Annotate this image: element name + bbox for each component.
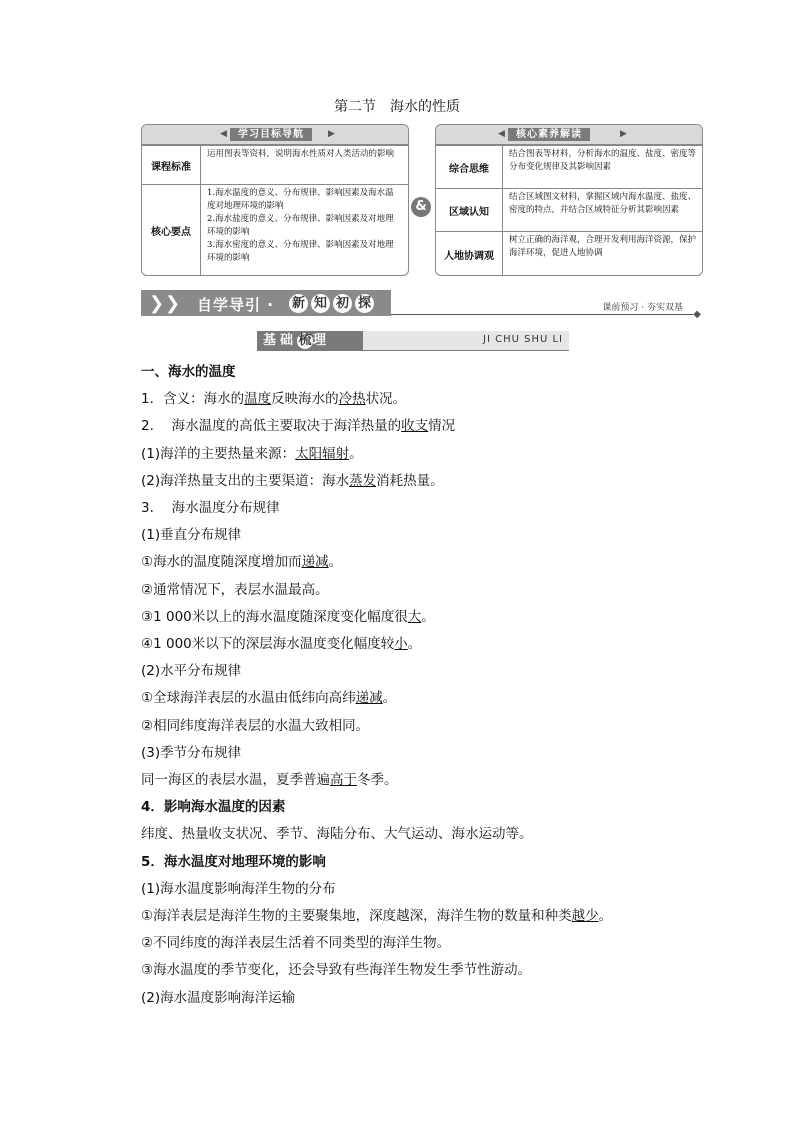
arrow-left-icon: ◀: [220, 129, 227, 139]
page-title: [0, 96, 794, 116]
answer-blank: 温度: [244, 391, 272, 408]
ampersand-icon: &: [411, 197, 431, 217]
text-segment: (1)海水温度影响海洋生物的分布: [141, 880, 336, 897]
core-literacy-title: 核心素养解读: [508, 128, 590, 141]
answer-blank: 收支: [401, 418, 429, 435]
text-segment: 1．含义：海水的: [141, 391, 245, 408]
text-segment: 一、海水的温度: [141, 364, 236, 380]
text-segment: ③海水温度的季节变化，还会导致有些海洋生物发生季节性游动。: [141, 962, 532, 979]
banner-char: 探: [355, 294, 374, 313]
text-segment: (2)海水温度影响海洋运输: [141, 989, 296, 1006]
arrow-left-icon: ◀: [498, 129, 505, 139]
row-value: 运用图表等资料，说明海水性质对人类活动的影响: [207, 149, 395, 159]
arrow-right-icon: ▶: [620, 129, 627, 139]
text-segment: 3. 海水温度分布规律: [141, 500, 280, 516]
answer-blank: 小: [394, 636, 408, 652]
answer-blank: 递减: [301, 554, 329, 571]
text-segment: ①海洋表层是海洋生物的主要聚集地，深度越深，海洋生物的数量和种类: [141, 908, 572, 924]
learning-goals-header: [142, 125, 408, 145]
text-line: [141, 550, 342, 570]
answer-blank: 高于: [330, 772, 357, 788]
banner-title: 自学导引 ·: [197, 296, 274, 314]
learning-goals-title: 学习目标导航: [230, 128, 312, 141]
row-value: 结合图表等材料，分析海水的温度、盐度、密度等分布变化规律及其影响因素: [509, 149, 697, 172]
text-line: [141, 822, 533, 842]
answer-blank: 递减: [355, 690, 383, 707]
text-segment: 。: [421, 608, 435, 625]
text-segment: (1)海洋的主要热量来源：: [141, 445, 296, 462]
answer-blank: 大: [407, 608, 422, 625]
chevron-right-icon: ❯: [165, 293, 181, 314]
text-segment: ④1 000米以下的深层海水温度变化幅度较: [141, 636, 395, 652]
text-line: [141, 605, 435, 625]
text-segment: ②不同纬度的海洋表层生活着不同类型的海洋生物。: [141, 935, 451, 952]
text-segment: 反映海水的: [271, 391, 339, 408]
text-line: [141, 904, 612, 924]
row-key: 区域认知: [436, 189, 503, 231]
row-value: 树立正确的海洋观，合理开发利用海洋资源，保护海洋环境，促进人地协调: [509, 235, 697, 258]
text-segment: ③1 000米以上的海水温度随深度变化幅度很: [141, 608, 408, 625]
subsection-bar: [257, 331, 569, 351]
text-line: [141, 958, 531, 978]
row-value: 1.海水温度的意义、分布规律、影响因素及海水温度对地理环境的影响 2.海水盐度的意义、分布规律、影响因素及对地理环境的影响 3.海水密度的意义、分布规律、影响因素及对地理环境的影响: [207, 188, 394, 263]
table-row: [436, 145, 702, 188]
text-line: [141, 578, 329, 598]
text-segment: ②通常情况下，表层水温最高。: [141, 581, 329, 598]
subsection-pinyin: JI CHU SHU LI: [483, 334, 563, 345]
table-row: [436, 231, 702, 276]
banner-subtitle: 课前预习 · 夯实双基: [602, 303, 683, 313]
text-segment: 冬季。: [357, 772, 398, 788]
section-number: 第二节: [334, 99, 376, 115]
text-line: [141, 714, 369, 734]
text-line: [141, 659, 241, 679]
text-segment: 。: [407, 636, 422, 652]
text-line: [141, 931, 450, 951]
answer-blank: 冷热: [338, 391, 366, 408]
banner-char: 新: [289, 294, 308, 313]
banner-char: 初: [333, 294, 352, 313]
text-segment: ①全球海洋表层的水温由低纬向高纬: [141, 690, 356, 707]
text-segment: 2. 海水温度的高低主要取决于海洋热量的: [141, 418, 402, 435]
text-segment: 情况: [428, 418, 456, 435]
text-line: [141, 741, 241, 761]
text-segment: 4．影响海水温度的因素: [141, 799, 286, 816]
row-value: 结合区域图文材料，掌握区域内海水温度、盐度、密度的特点，并结合区域特征分析其影响因素: [509, 192, 697, 215]
text-line: [141, 632, 421, 652]
answer-blank: 越少: [571, 908, 599, 924]
table-row: [436, 188, 702, 231]
answer-blank: 太阳辐射: [295, 445, 350, 462]
row-key: 人地协调观: [436, 232, 503, 276]
learning-goals-panel: [141, 124, 409, 276]
text-segment: 。: [328, 554, 343, 571]
text-line: [141, 795, 285, 815]
core-literacy-header: [436, 125, 702, 145]
text-segment: (3)季节分布规律: [141, 744, 242, 761]
text-line: [141, 387, 406, 407]
text-line: [141, 523, 241, 543]
text-segment: (1)垂直分布规律: [141, 527, 242, 544]
text-segment: 状况。: [365, 391, 407, 408]
row-key: 综合思维: [436, 146, 503, 188]
arrow-right-icon: ▶: [328, 129, 335, 139]
text-segment: 。: [349, 445, 363, 462]
text-segment: ②相同纬度海洋表层的水温大致相同。: [141, 717, 370, 734]
text-line: [141, 850, 326, 870]
subsection-label: [257, 331, 363, 350]
text-line: [141, 877, 336, 897]
text-line: [141, 768, 398, 788]
text-line: [141, 686, 396, 706]
text-line: [141, 469, 444, 489]
table-row: [142, 145, 408, 184]
subsection-label-part: 理: [313, 333, 331, 348]
text-segment: 同一海区的表层水温，夏季普遍: [141, 772, 330, 788]
diamond-icon: ◆: [693, 309, 701, 320]
text-segment: 。: [598, 908, 613, 924]
subsection-label-highlight: 梳: [298, 333, 312, 348]
banner-char: 知: [311, 294, 330, 313]
text-line: [141, 442, 363, 462]
text-segment: 5．海水温度对地理环境的影响: [141, 853, 326, 870]
row-key: 核心要点: [142, 185, 201, 276]
section-banner: [141, 290, 701, 318]
section-title: 海水的性质: [390, 99, 460, 115]
table-row: [142, 184, 408, 276]
text-segment: ①海水的温度随深度增加而: [141, 554, 302, 571]
chevron-right-icon: ❯: [149, 293, 165, 314]
text-segment: (2)水平分布规律: [141, 663, 242, 680]
core-literacy-panel: [435, 124, 703, 276]
text-segment: 消耗热量。: [376, 472, 444, 489]
row-key: 课程标准: [142, 146, 201, 184]
text-segment: 。: [382, 690, 397, 707]
text-segment: 纬度、热量收支状况、季节、海陆分布、大气运动、海水运动等。: [141, 826, 533, 843]
text-line: [141, 496, 280, 516]
subsection-label-part: 基础: [263, 333, 298, 348]
divider: [391, 314, 693, 315]
text-line: [141, 986, 295, 1006]
text-line: [141, 360, 236, 380]
answer-blank: 蒸发: [349, 472, 377, 489]
text-segment: (2)海洋热量支出的主要渠道：海水: [141, 472, 350, 489]
text-line: [141, 414, 455, 434]
